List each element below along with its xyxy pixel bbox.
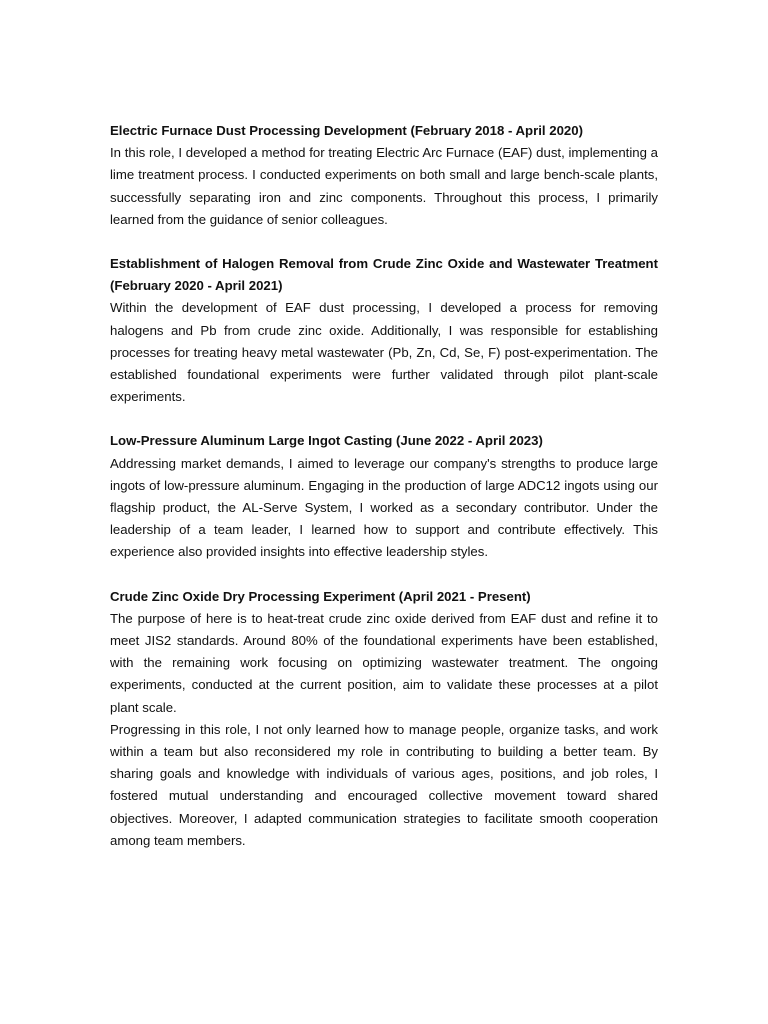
section-halogen-removal — [110, 253, 658, 408]
section-paragraph: The purpose of here is to heat-treat crude zinc oxide derived from EAF dust and refine it to meet JIS2 standards. Around 80% of the foundational experiments have been established, with the remaining work focusing on optimizing wastewater treatment. The ongoing experiments, conducted at the current position, aim to validate these processes at a pilot plant scale. — [110, 610, 658, 715]
section-paragraph: In this role, I developed a method for treating Electric Arc Furnace (EAF) dust, implementing a lime treatment process. I conducted experiments on both small and large bench-scale plants, successfully separating iron and zinc components. Throughout this process, I primarily learned from the guidance of senior colleagues. — [110, 145, 658, 227]
section-paragraph: Progressing in this role, I not only learned how to manage people, organize tasks, and work within a team but also reconsidered my role in contributing to building a better team. By sharing goals and knowledge with individuals of various ages, positions, and job roles, I fostered mutual understanding and encouraged collective movement toward shared objectives. Moreover, I adapted communication strategies to facilitate smooth cooperation among team members. — [110, 721, 658, 848]
section-aluminum-ingot-casting — [110, 430, 658, 563]
section-title: Crude Zinc Oxide Dry Processing Experiment (April 2021 - Present) — [110, 588, 531, 604]
section-zinc-oxide-dry-processing — [110, 586, 658, 852]
section-paragraph: Addressing market demands, I aimed to leverage our company's strengths to produce large ingots of low-pressure aluminum. Engaging in the production of large ADC12 ingots using our flagship product, the AL-Serve System, I worked as a secondary contributor. Under the leadership of a team leader, I learned how to support and contribute effectively. This experience also provided insights into effective leadership styles. — [110, 455, 658, 560]
section-paragraph: Within the development of EAF dust processing, I developed a process for removing halogens and Pb from crude zinc oxide. Additionally, I was responsible for establishing processes for treating heavy metal wastewater (Pb, Zn, Cd, Se, F) post-experimentation. The established foundational experiments were further validated through pilot plant-scale experiments. — [110, 300, 658, 405]
section-eaf-dust-processing — [110, 120, 658, 231]
section-title: Electric Furnace Dust Processing Development (February 2018 - April 2020) — [110, 123, 583, 138]
document-page — [110, 120, 658, 874]
section-title: Low-Pressure Aluminum Large Ingot Casting (June 2022 - April 2023) — [110, 433, 543, 449]
section-title: Establishment of Halogen Removal from Crude Zinc Oxide and Wastewater Treatment (February 2020 - April 2021) — [110, 256, 658, 294]
